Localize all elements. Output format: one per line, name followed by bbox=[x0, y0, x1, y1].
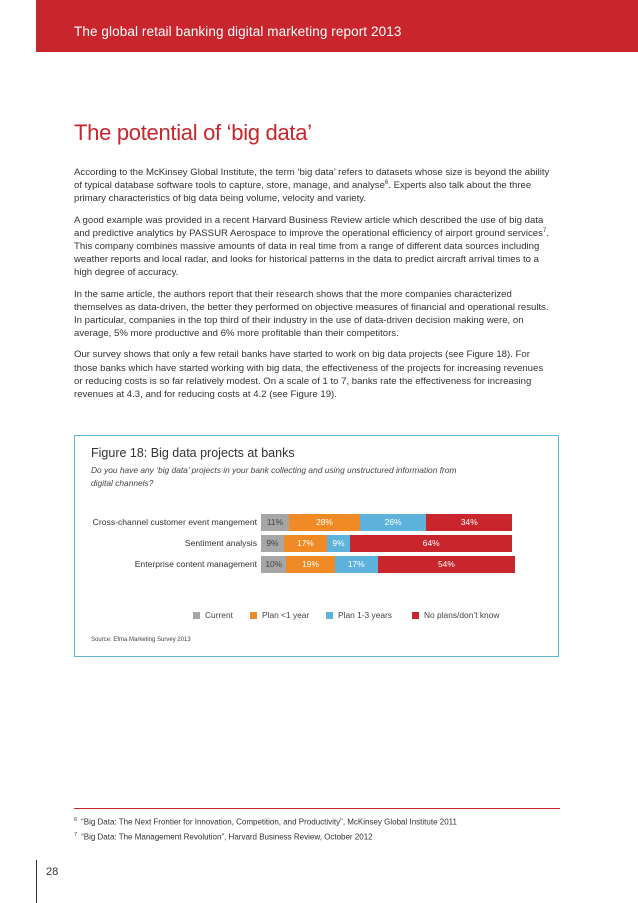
legend-swatch bbox=[250, 612, 257, 619]
data-label: 54% bbox=[438, 559, 455, 569]
bar-segment bbox=[261, 556, 286, 573]
bar-segment bbox=[261, 535, 284, 552]
bar-segment bbox=[289, 514, 360, 531]
bar-segment bbox=[284, 535, 327, 552]
paragraph-text: According to the McKinsey Global Institute, the term ‘big data’ refers to datasets whose size is beyond the ability of typical database software tools to capture, store, manage, and analyse bbox=[74, 167, 550, 192]
figure-title: Figure 18: Big data projects at banks bbox=[91, 446, 295, 460]
bar-row bbox=[261, 514, 515, 531]
legend-label: Plan <1 year bbox=[262, 610, 310, 620]
bar-segment bbox=[335, 556, 378, 573]
bar-row bbox=[261, 556, 515, 573]
footnote-ref[interactable]: 6 bbox=[384, 180, 389, 187]
paragraph-text-tail: . Experts also talk about the three primary characteristics of big data being volume, velocity and variety. bbox=[74, 180, 532, 205]
paragraph bbox=[74, 214, 550, 280]
paragraph-text: A good example was provided in a recent Harvard Business Review article which described the use of big data and predictive analytics by PASSUR Aerospace to improve the operational efficiency of airport ground services bbox=[74, 214, 544, 239]
page-number-rule bbox=[36, 860, 37, 903]
data-label: 17% bbox=[347, 559, 365, 569]
paragraph bbox=[74, 166, 550, 206]
legend-label: Current bbox=[205, 610, 233, 620]
bar-row bbox=[261, 535, 515, 552]
footnote-number: 6 bbox=[74, 817, 78, 823]
page-heading: The potential of ‘big data’ bbox=[74, 120, 312, 145]
bar-segment bbox=[350, 535, 513, 552]
data-label: 10% bbox=[265, 559, 283, 569]
data-label: 9% bbox=[332, 538, 345, 548]
legend-item bbox=[326, 610, 392, 620]
footnote-text: “Big Data: The Next Frontier for Innovation, Competition, and Productivity”, McKinsey Global Institute 2011 bbox=[81, 817, 457, 827]
category-label: Cross-channel customer event mangement bbox=[92, 517, 257, 527]
footnote-text: “Big Data: The Management Revolution”, Harvard Business Review, October 2012 bbox=[81, 832, 373, 842]
data-label: 17% bbox=[297, 538, 314, 548]
bar-segment bbox=[378, 556, 515, 573]
legend-label: No plans/don’t know bbox=[424, 610, 500, 620]
legend-swatch bbox=[412, 612, 419, 619]
data-label: 9% bbox=[266, 538, 279, 548]
data-label: 11% bbox=[266, 517, 284, 527]
data-label: 64% bbox=[422, 538, 440, 548]
paragraph-text-tail: . This company combines massive amounts of data in real time from a range of different data sources including weather reports and local radar, and looks for historical patterns in the data to predict aircraft arrival times to a high degree of accuracy. bbox=[74, 227, 549, 279]
footnote bbox=[74, 817, 457, 827]
page-number: 28 bbox=[46, 866, 59, 878]
figure-source: Source: Efma Marketing Survey 2013 bbox=[91, 637, 191, 643]
body-text bbox=[74, 166, 550, 409]
legend-swatch bbox=[193, 612, 200, 619]
figure-18 bbox=[74, 435, 559, 657]
data-label: 26% bbox=[384, 517, 402, 527]
stacked-bar-chart bbox=[75, 514, 560, 634]
bar-segment bbox=[286, 556, 334, 573]
data-label: 28% bbox=[316, 517, 333, 527]
footnote bbox=[74, 832, 373, 842]
data-label: 19% bbox=[302, 559, 319, 569]
bar-segment bbox=[360, 514, 426, 531]
footnote-ref[interactable]: 7 bbox=[542, 227, 547, 234]
legend-item bbox=[412, 610, 499, 620]
report-title: The global retail banking digital marketing report 2013 bbox=[74, 24, 402, 39]
bar-segment bbox=[327, 535, 350, 552]
chart-legend bbox=[75, 610, 560, 622]
paragraph bbox=[74, 288, 550, 341]
legend-label: Plan 1-3 years bbox=[338, 610, 392, 620]
footnote-divider bbox=[74, 808, 560, 809]
legend-item bbox=[250, 610, 309, 620]
legend-item bbox=[193, 610, 233, 620]
figure-subtitle: Do you have any ‘big data’ projects in your bank collecting and using unstructured information from digital channels? bbox=[91, 465, 457, 488]
legend-swatch bbox=[326, 612, 333, 619]
paragraph-text: Our survey shows that only a few retail banks have started to work on big data projects (see Figure 18). For those banks which have started working with big data, the effectiveness of the projects for increasing revenues or reducing costs is so far relatively modest. On a scale of 1 to 7, banks rate the effectiveness for increasing revenues at 4.3, and for reducing costs at 4.2 (see Figure 19). bbox=[74, 349, 544, 401]
paragraph bbox=[74, 348, 550, 401]
data-label: 34% bbox=[460, 517, 478, 527]
bar-segment bbox=[261, 514, 289, 531]
paragraph-text: In the same article, the authors report that their research shows that the more companies characterized themselves as data-driven, the better they performed on objective measures of financial and operational results. In particular, companies in the top third of their industry in the use of data-driven decision making were, on average, 5% more productive and 6% more profitable than their competitors. bbox=[74, 288, 549, 340]
footnote-number: 7 bbox=[74, 832, 78, 838]
bar-segment bbox=[426, 514, 512, 531]
category-label: Sentiment analysis bbox=[184, 538, 257, 548]
category-label: Enterprise content management bbox=[134, 559, 257, 569]
